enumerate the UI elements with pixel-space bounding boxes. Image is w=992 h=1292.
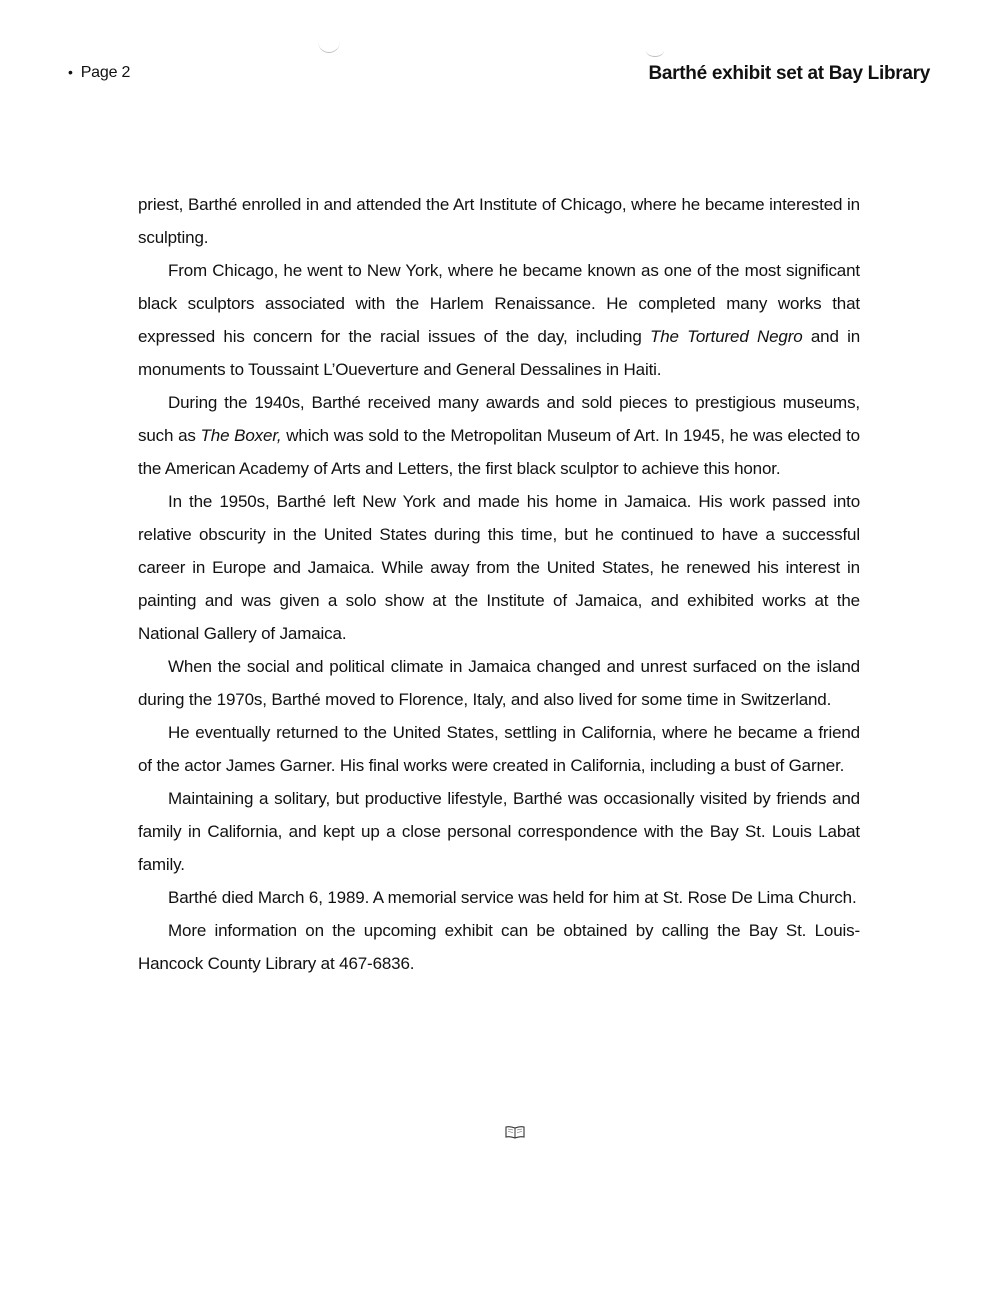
paragraph-text: More information on the upcoming exhibit can be obtained by calling the Bay St. Louis-Hancock County Library at 467-6836.: [138, 921, 860, 973]
article-paragraph: [138, 485, 860, 650]
scan-artifact: [646, 44, 664, 57]
scan-artifact: [318, 30, 340, 53]
article-paragraph: [138, 188, 860, 254]
page-number: [68, 64, 130, 82]
article-body: [138, 188, 860, 980]
paragraph-text: priest, Barthé enrolled in and attended the Art Institute of Chicago, where he became interested in sculpting.: [138, 195, 860, 247]
paragraph-text: Barthé died March 6, 1989. A memorial service was held for him at St. Rose De Lima Church.: [168, 888, 857, 907]
page-title: Barthé exhibit set at Bay Library: [648, 63, 930, 84]
artwork-title: The Tortured Negro: [649, 327, 803, 346]
paragraph-text: which was sold to the Metropolitan Museum of Art. In 1945, he was elected to the American Academy of Arts and Letters, the first black sculptor to achieve this honor.: [138, 426, 860, 478]
paragraph-text: and in monuments to Toussaint L’Oueverture and General Dessalines in Haiti.: [138, 327, 861, 379]
article-paragraph: [138, 914, 860, 980]
article-paragraph: [138, 881, 860, 914]
open-book-icon: [505, 1124, 525, 1140]
paragraph-text: When the social and political climate in Jamaica changed and unrest surfaced on the island during the 1970s, Barthé moved to Florence, Italy, and also lived for some time in Switzerland.: [138, 657, 860, 709]
artwork-title: The Boxer,: [200, 426, 282, 445]
paragraph-text: During the 1940s, Barthé received many awards and sold pieces to prestigious museums, such as: [138, 393, 860, 445]
article-paragraph: [138, 782, 860, 881]
paragraph-text: From Chicago, he went to New York, where he became known as one of the most significant black sculptors associated with the Harlem Renaissance. He completed many works that expressed his concern for the racial issues of the day, including: [138, 261, 860, 346]
article-paragraph: [138, 716, 860, 782]
page-label: Page 2: [80, 64, 131, 81]
article-paragraph: [138, 254, 860, 386]
paragraph-text: He eventually returned to the United States, settling in California, where he became a friend of the actor James Garner. His final works were created in California, including a bust of Garner.: [138, 723, 860, 775]
bullet-icon: •: [68, 64, 73, 80]
paragraph-text: In the 1950s, Barthé left New York and made his home in Jamaica. His work passed into relative obscurity in the United States during this time, but he continued to have a successful career in Europe and Jamaica. While away from the United States, he renewed his interest in painting and was given a solo show at the Institute of Jamaica, and exhibited works at the National Gallery of Jamaica.: [138, 492, 860, 643]
article-paragraph: [138, 650, 860, 716]
paragraph-text: Maintaining a solitary, but productive lifestyle, Barthé was occasionally visited by friends and family in California, and kept up a close personal correspondence with the Bay St. Louis Labat family.: [138, 789, 860, 874]
article-paragraph: [138, 386, 860, 485]
